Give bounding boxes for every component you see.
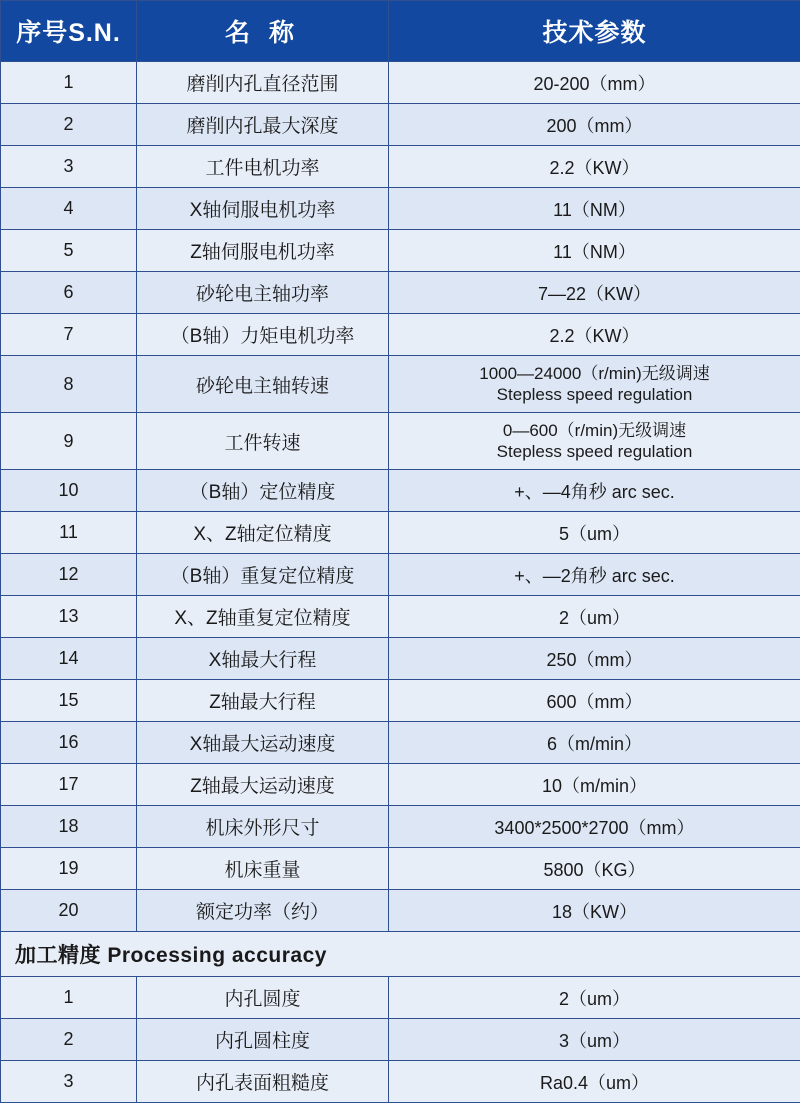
cell-name: Z轴最大运动速度: [137, 764, 389, 806]
cell-name: X、Z轴定位精度: [137, 512, 389, 554]
cell-param: 18（KW）: [389, 890, 800, 932]
cell-sn: 1: [1, 62, 137, 104]
table-body: [1, 62, 800, 1103]
cell-sn: 2: [1, 104, 137, 146]
cell-name: （B轴）定位精度: [137, 470, 389, 512]
cell-param: Ra0.4（um）: [389, 1061, 800, 1103]
cell-param-line1: 0—600（r/min)无级调速: [389, 420, 800, 441]
cell-param: 10（m/min）: [389, 764, 800, 806]
cell-sn: 11: [1, 512, 137, 554]
cell-sn: 17: [1, 764, 137, 806]
cell-param: 2（um）: [389, 977, 800, 1019]
cell-param: +、—4角秒 arc sec.: [389, 470, 800, 512]
cell-name: 工件转速: [137, 413, 389, 470]
cell-param: 250（mm）: [389, 638, 800, 680]
cell-param-line1: 1000—24000（r/min)无级调速: [389, 363, 800, 384]
table-row: [1, 470, 800, 512]
table-row: [1, 104, 800, 146]
cell-name: 内孔圆度: [137, 977, 389, 1019]
cell-name: X轴最大运动速度: [137, 722, 389, 764]
cell-sn: 16: [1, 722, 137, 764]
cell-sn: 12: [1, 554, 137, 596]
cell-sn: 13: [1, 596, 137, 638]
cell-param: 20-200（mm）: [389, 62, 800, 104]
table-row: [1, 1019, 800, 1061]
cell-sn: 14: [1, 638, 137, 680]
cell-param: 600（mm）: [389, 680, 800, 722]
table-row: [1, 848, 800, 890]
cell-param: 11（NM）: [389, 230, 800, 272]
cell-sn: 1: [1, 977, 137, 1019]
cell-name: X、Z轴重复定位精度: [137, 596, 389, 638]
cell-sn: 10: [1, 470, 137, 512]
table-row: [1, 1061, 800, 1103]
cell-sn: 3: [1, 146, 137, 188]
cell-sn: 7: [1, 314, 137, 356]
cell-sn: 8: [1, 356, 137, 413]
cell-name: 工件电机功率: [137, 146, 389, 188]
table-row: [1, 188, 800, 230]
table-row: [1, 356, 800, 413]
cell-name: Z轴伺服电机功率: [137, 230, 389, 272]
column-header-name: 名 称: [137, 1, 389, 62]
section-header-row: [1, 932, 800, 977]
table-row: [1, 977, 800, 1019]
table-row: [1, 512, 800, 554]
table-row: [1, 62, 800, 104]
cell-param: 5800（KG）: [389, 848, 800, 890]
cell-name: （B轴）力矩电机功率: [137, 314, 389, 356]
cell-param: [389, 413, 800, 470]
cell-param: [389, 356, 800, 413]
table-row: [1, 596, 800, 638]
table-row: [1, 764, 800, 806]
table-row: [1, 413, 800, 470]
cell-sn: 5: [1, 230, 137, 272]
cell-param: 5（um）: [389, 512, 800, 554]
cell-name: 内孔圆柱度: [137, 1019, 389, 1061]
column-header-sn: 序号S.N.: [1, 1, 137, 62]
cell-name: 机床重量: [137, 848, 389, 890]
cell-param-line2: Stepless speed regulation: [389, 441, 800, 462]
cell-param: 7—22（KW）: [389, 272, 800, 314]
table-row: [1, 230, 800, 272]
table-row: [1, 806, 800, 848]
cell-sn: 19: [1, 848, 137, 890]
cell-sn: 3: [1, 1061, 137, 1103]
cell-name: 砂轮电主轴转速: [137, 356, 389, 413]
table-header-row: [1, 1, 800, 62]
cell-sn: 18: [1, 806, 137, 848]
cell-name: 磨削内孔最大深度: [137, 104, 389, 146]
cell-param: 200（mm）: [389, 104, 800, 146]
cell-param: 2.2（KW）: [389, 314, 800, 356]
table-row: [1, 890, 800, 932]
cell-param: 3（um）: [389, 1019, 800, 1061]
table-row: [1, 314, 800, 356]
cell-sn: 2: [1, 1019, 137, 1061]
cell-param: +、—2角秒 arc sec.: [389, 554, 800, 596]
cell-name: 磨削内孔直径范围: [137, 62, 389, 104]
table-row: [1, 722, 800, 764]
table-row: [1, 554, 800, 596]
cell-name: 机床外形尺寸: [137, 806, 389, 848]
cell-name: X轴最大行程: [137, 638, 389, 680]
table-row: [1, 272, 800, 314]
cell-name: 内孔表面粗糙度: [137, 1061, 389, 1103]
column-header-param: 技术参数: [389, 1, 800, 62]
table-header: [1, 1, 800, 62]
cell-param: 2（um）: [389, 596, 800, 638]
cell-sn: 9: [1, 413, 137, 470]
table-row: [1, 146, 800, 188]
cell-name: 额定功率（约）: [137, 890, 389, 932]
table-row: [1, 680, 800, 722]
cell-param: 2.2（KW）: [389, 146, 800, 188]
cell-sn: 15: [1, 680, 137, 722]
section-title: 加工精度 Processing accuracy: [1, 932, 800, 977]
cell-sn: 20: [1, 890, 137, 932]
cell-name: （B轴）重复定位精度: [137, 554, 389, 596]
cell-sn: 6: [1, 272, 137, 314]
cell-sn: 4: [1, 188, 137, 230]
cell-name: 砂轮电主轴功率: [137, 272, 389, 314]
cell-param-line2: Stepless speed regulation: [389, 384, 800, 405]
cell-name: X轴伺服电机功率: [137, 188, 389, 230]
table-row: [1, 638, 800, 680]
cell-name: Z轴最大行程: [137, 680, 389, 722]
cell-param: 6（m/min）: [389, 722, 800, 764]
cell-param: 11（NM）: [389, 188, 800, 230]
cell-param: 3400*2500*2700（mm）: [389, 806, 800, 848]
